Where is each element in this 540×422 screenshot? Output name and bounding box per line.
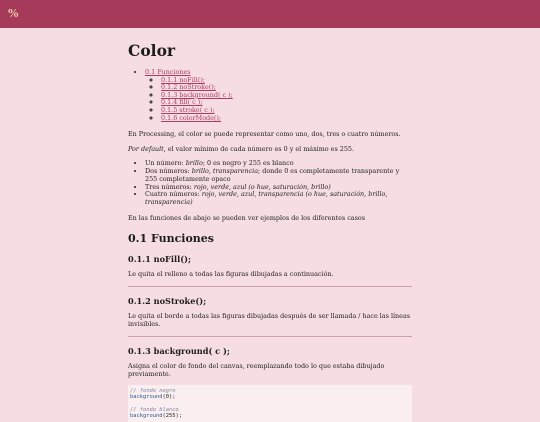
list-item-rest: ; 0 es negro y 255 es blanco: [202, 159, 294, 168]
heading-nofill: 0.1.1 noFill();: [128, 253, 191, 264]
code-function: background: [130, 413, 163, 420]
divider: [128, 286, 412, 287]
heading-nostroke: 0.1.2 noStroke();: [128, 295, 207, 306]
main-content: [128, 42, 412, 422]
list-item-lead: Cuatro números:: [145, 190, 202, 199]
list-item-lead: Tres números:: [145, 182, 194, 191]
list-item-lead: Un número:: [145, 159, 186, 168]
heading-background: 0.1.3 background( c );: [128, 345, 230, 356]
list-item-rest: (o hue, saturación, brillo): [246, 182, 331, 191]
list-item-emphasis: rojo, verde, azul: [193, 182, 247, 191]
background-description: Asigna el color de fondo del canvas, reemplazando todo lo que estaba dibujado previamente.: [128, 361, 385, 378]
nofill-description: Le quita el relleno a todas las figuras dibujadas a continuación.: [128, 269, 334, 278]
page-title: Color: [128, 41, 176, 60]
divider: [128, 336, 412, 337]
code-function: background: [130, 394, 163, 401]
examples-paragraph: En las funciones de abajo se pueden ver ejemplos de los diferentes casos: [128, 213, 366, 222]
toc-link-funciones[interactable]: 0.1 Funciones: [145, 68, 191, 76]
code-comment: // fondo blanco: [130, 406, 179, 413]
code-block[interactable]: [128, 385, 412, 422]
toc-link-stroke[interactable]: 0.1.5 stroke( c );: [161, 105, 215, 114]
toc-item: [145, 69, 412, 122]
toc-item: [161, 115, 412, 123]
intro-paragraph: En Processing, el color se puede representar como uno, dos, tres o cuatro números.: [128, 130, 401, 139]
list-item-rest: (o hue, saturación, brillo, transparencia): [145, 190, 388, 207]
default-paragraph: [128, 145, 412, 153]
list-item: [145, 191, 412, 207]
logo-icon[interactable]: %: [8, 7, 17, 20]
nostroke-description: Le quita el borde a todas las figuras dibujadas después de ser llamada / hace las líneas invisibles.: [128, 311, 411, 328]
list-item-rest: ; donde 0 es completamente transparente y 255 completamente opaco: [145, 166, 400, 183]
toc-link-fill[interactable]: 0.1.4 fill( c );: [161, 98, 203, 107]
toc-link-nostroke[interactable]: 0.1.2 noStroke();: [161, 83, 216, 92]
code-args: (0);: [162, 394, 176, 401]
color-number-list: [145, 160, 412, 207]
top-bar: [0, 0, 540, 28]
list-item-emphasis: brillo, transparencia: [191, 166, 259, 175]
list-item-lead: Dos números:: [145, 166, 192, 175]
list-item: [145, 168, 412, 184]
default-text: , el valor mínimo de cada número es 0 y el máximo es 255.: [163, 145, 354, 154]
toc-link-colormode[interactable]: 0.1.6 colorMode();: [161, 113, 222, 122]
code-line: [130, 413, 412, 419]
table-of-contents: [145, 69, 412, 122]
list-item-emphasis: rojo, verde, azul, transparencia: [201, 190, 304, 199]
toc-link-nofill[interactable]: 0.1.1 noFill();: [161, 75, 205, 84]
list-item-emphasis: brillo: [185, 159, 203, 168]
section-title-funciones: 0.1 Funciones: [128, 231, 214, 245]
code-args: (255);: [162, 413, 182, 420]
code-comment: // fondo negro: [130, 387, 176, 394]
default-emphasis: Por default: [128, 145, 164, 154]
toc-link-background[interactable]: 0.1.3 background( c );: [161, 90, 233, 99]
